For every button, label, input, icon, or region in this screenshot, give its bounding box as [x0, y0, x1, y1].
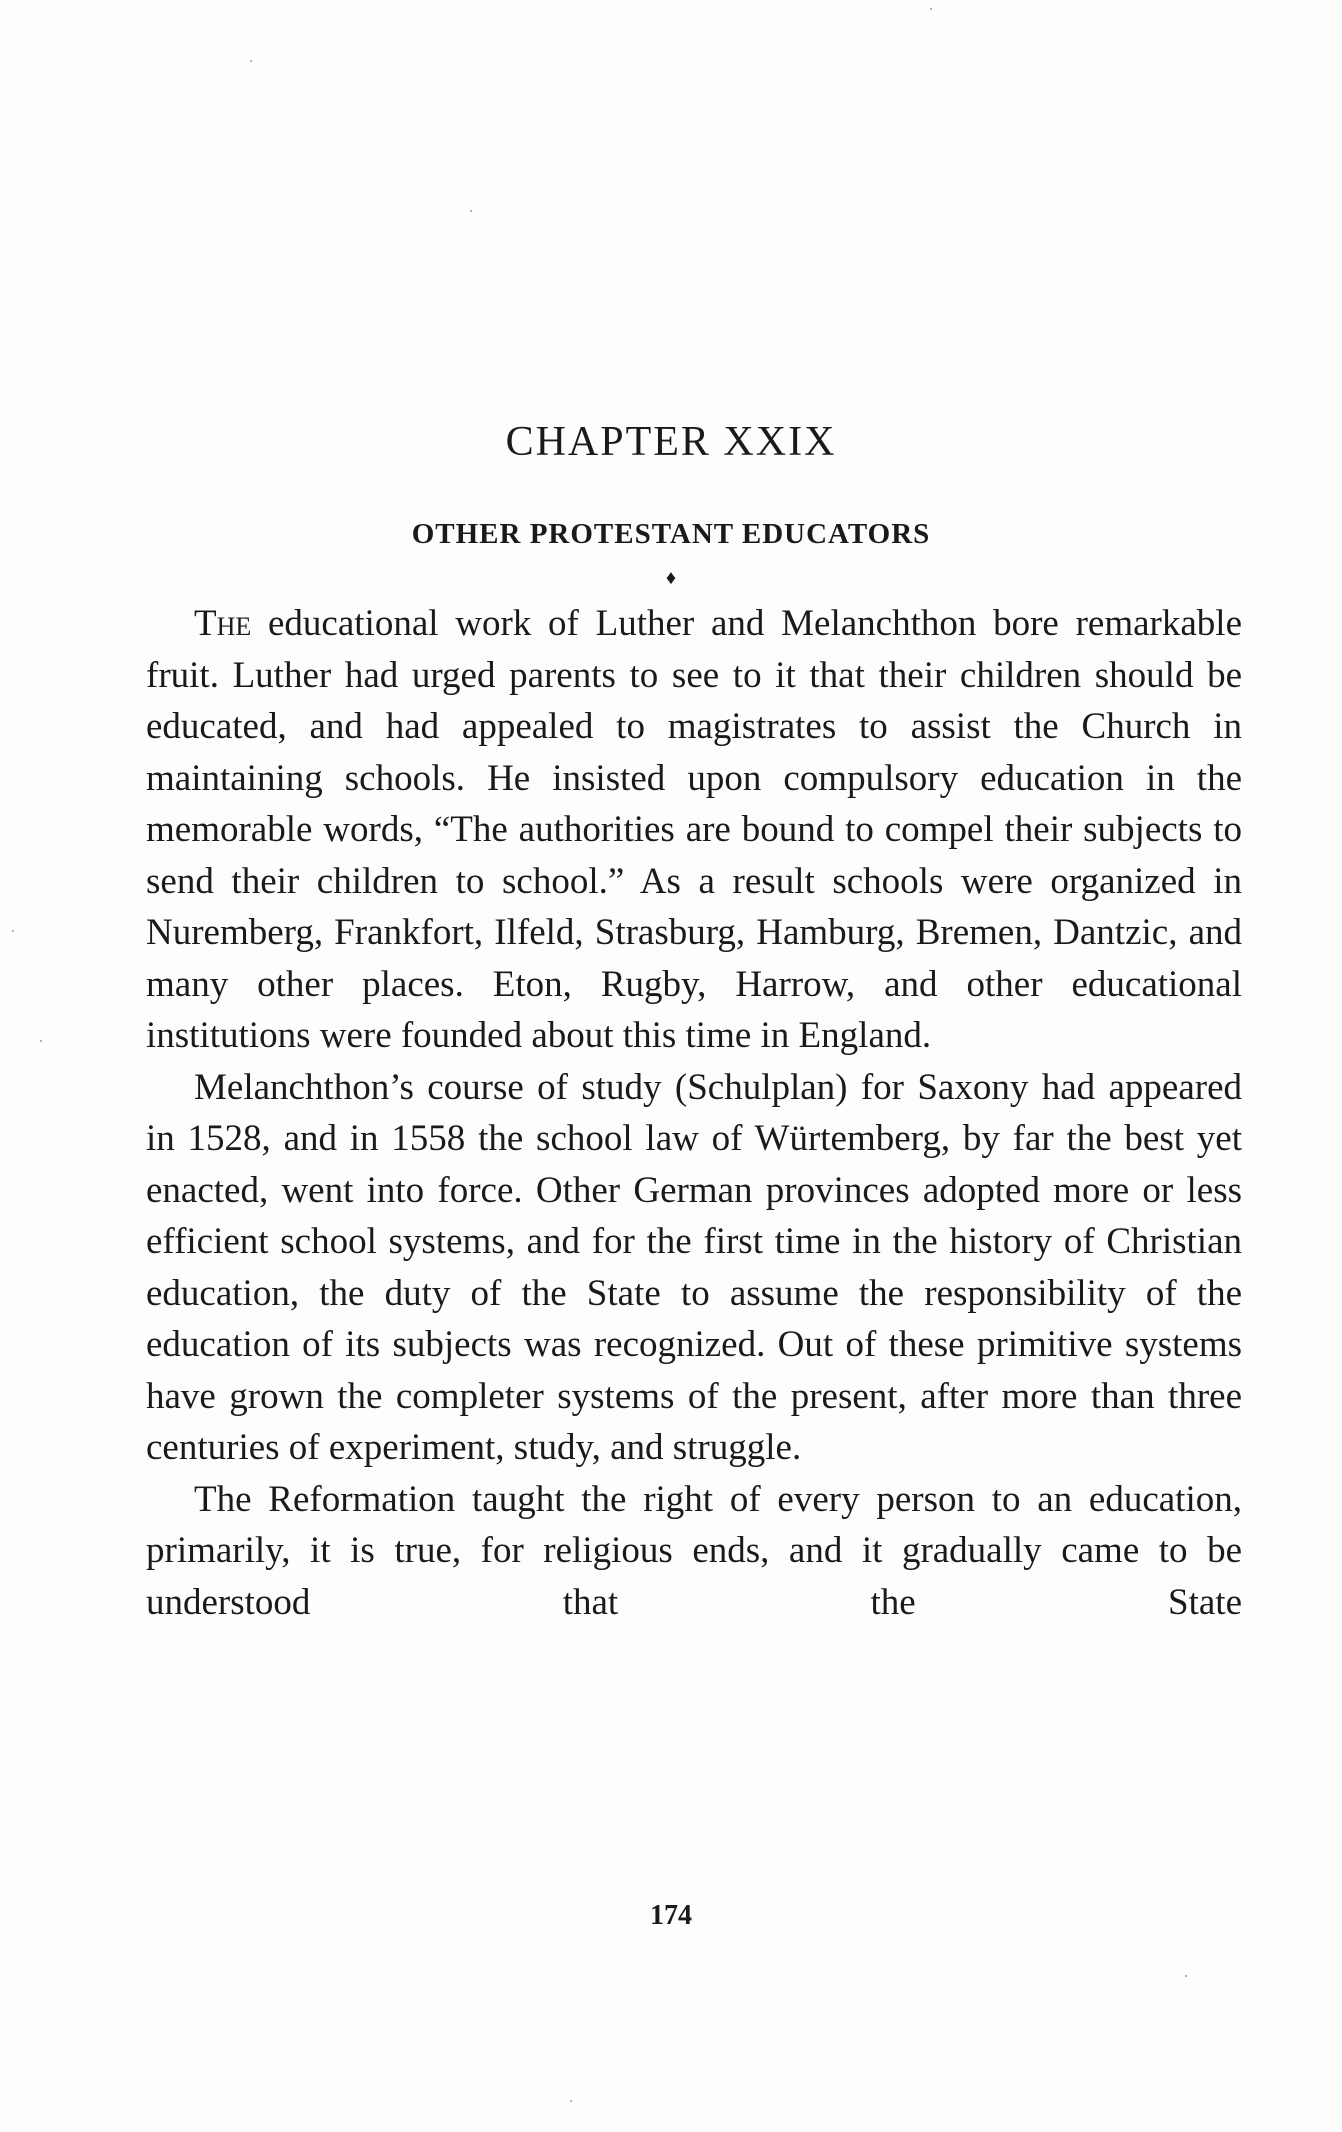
paragraph-lead-word: The	[194, 603, 252, 644]
page-number: 174	[650, 1900, 692, 1931]
section-title: OTHER PROTESTANT EDUCATORS	[411, 518, 931, 550]
page-speck	[250, 60, 252, 62]
paragraph	[146, 1062, 1242, 1474]
paragraph-text: Melanchthon’s course of study (Schulplan) for Saxony had appeared in 1528, and in 1558 the school law of Würtemberg, by far the best yet enacted, went into force. Other German provinces adopted more or less efficient school systems, and for the first time in the history of Christian education, the duty of the State to assume the responsibility of the education of its subjects was recognized. Out of these primitive systems have grown the completer systems of the present, after more than three centuries of experiment, study, and struggle.	[146, 1066, 1242, 1468]
page-speck	[470, 210, 472, 212]
chapter-title: CHAPTER XXIX	[505, 419, 837, 465]
body-text	[146, 598, 1242, 1628]
diamond-ornament-icon: ♦	[665, 567, 677, 589]
page-speck	[1185, 1975, 1187, 1977]
page-speck	[40, 1040, 42, 1042]
page-speck	[570, 2100, 572, 2102]
paragraph	[146, 598, 1242, 1062]
paragraph	[146, 1474, 1242, 1629]
page-speck	[12, 930, 14, 932]
paragraph-text: educational work of Luther and Melanchthon bore remarkable fruit. Luther had urged parents to see to it that their children should be educated, and had appealed to magistrates to assist the Church in maintaining schools. He insisted upon compulsory education in the memorable words, “The authorities are bound to compel their subjects to send their children to school.” As a result schools were organized in Nuremberg, Frankfort, Ilfeld, Strasburg, Hamburg, Bremen, Dantzic, and many other places. Eton, Rugby, Harrow, and other educational institutions were founded about this time in England.	[146, 603, 1242, 1056]
page-speck	[930, 8, 932, 10]
paragraph-text: The Reformation taught the right of every person to an education, primarily, it is true, for religious ends, and it gradually came to be understood that the State	[146, 1478, 1242, 1623]
